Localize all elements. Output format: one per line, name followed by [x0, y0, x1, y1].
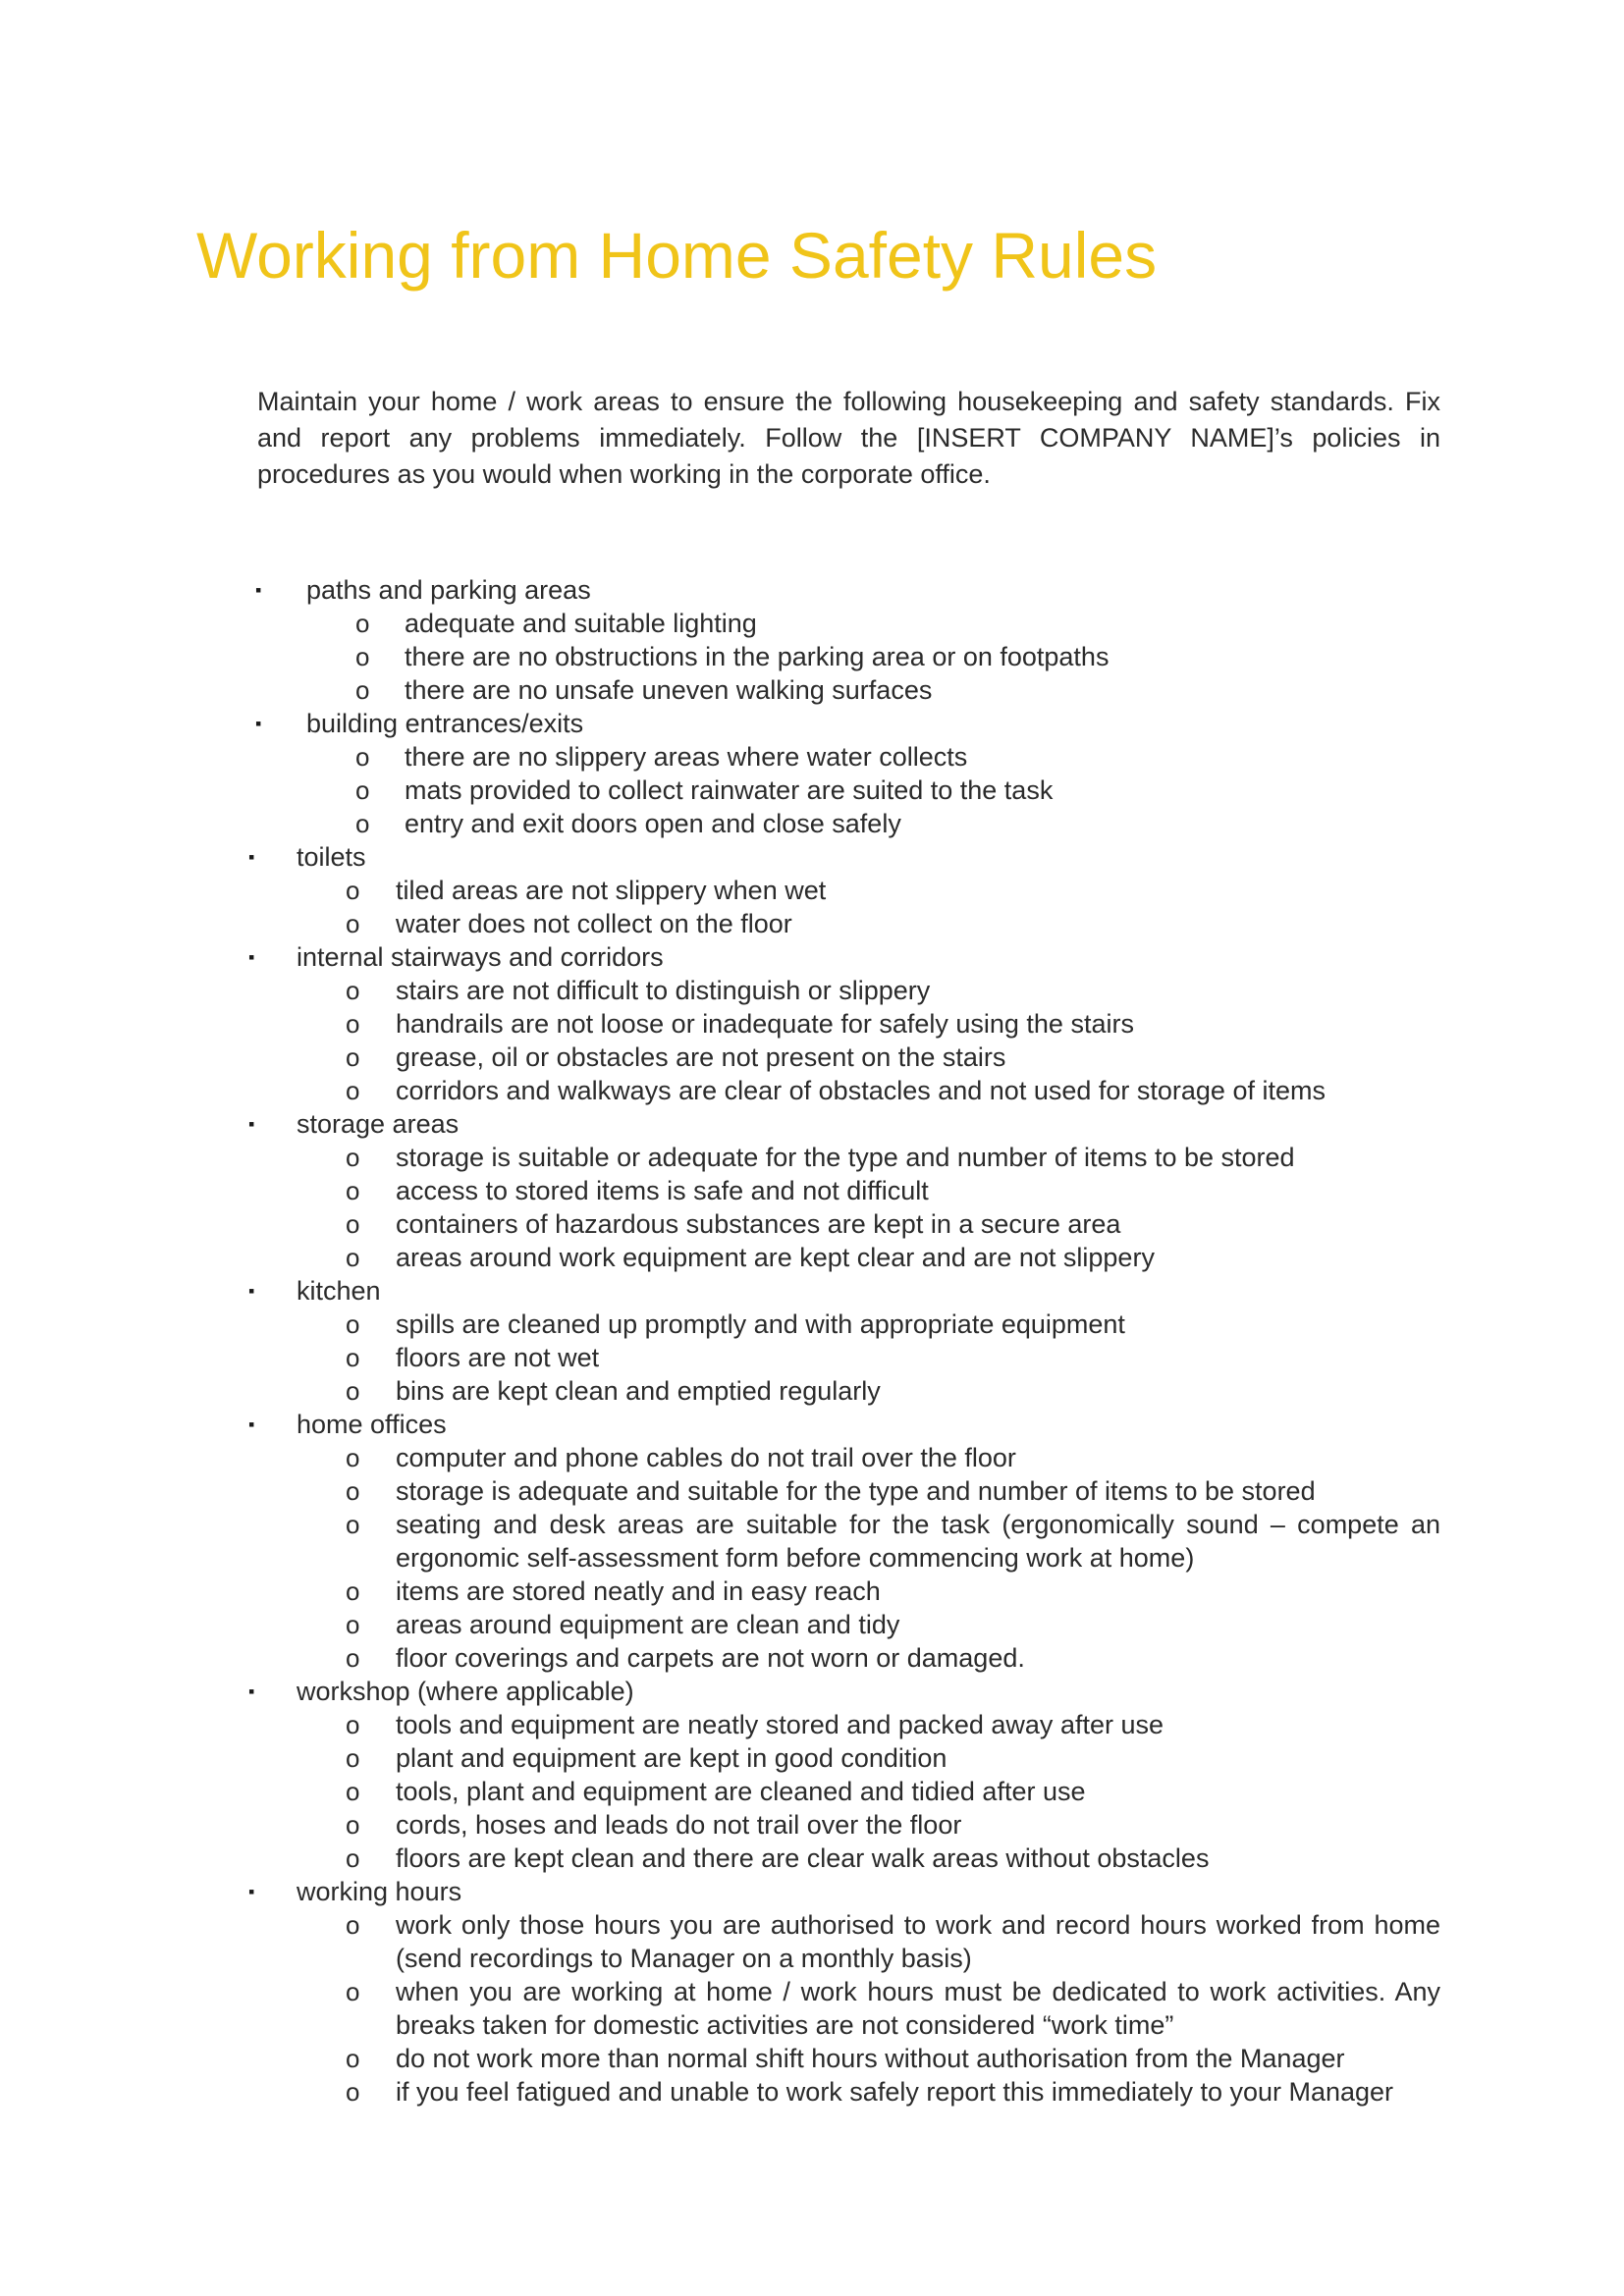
- list-item-text: work only those hours you are authorised to work and record hours worked from home (send recordings to Manager on a monthly basis): [396, 1910, 1440, 1973]
- circle-bullet-icon: o: [346, 1209, 360, 1239]
- category-internal-stairways-and-corridors: [0, 940, 1624, 1107]
- list-item-text: seating and desk areas are suitable for the task (ergonomically sound – compete an ergonomic self-assessment form before commencing work at home): [396, 1510, 1440, 1573]
- circle-bullet-icon: o: [346, 1343, 360, 1372]
- square-bullet-icon: ▪: [248, 1882, 255, 1901]
- list-item: [0, 1641, 1624, 1675]
- list-item-text: items are stored neatly and in easy reach: [396, 1576, 881, 1606]
- list-item-text: cords, hoses and leads do not trail over the floor: [396, 1810, 962, 1840]
- list-item-text: there are no slippery areas where water collects: [405, 742, 968, 772]
- list-item: [0, 1441, 1624, 1474]
- list-item: [0, 640, 1624, 673]
- category-items: [0, 974, 1624, 1107]
- category-label: home offices: [297, 1410, 447, 1439]
- circle-bullet-icon: o: [355, 609, 370, 638]
- list-item-text: floor coverings and carpets are not worn or damaged.: [396, 1643, 1025, 1673]
- list-item: [0, 1474, 1624, 1508]
- list-item-text: corridors and walkways are clear of obstacles and not used for storage of items: [396, 1076, 1326, 1105]
- category-label: working hours: [297, 1877, 462, 1906]
- category-label: workshop (where applicable): [297, 1677, 634, 1706]
- list-item-text: areas around equipment are clean and tidy: [396, 1610, 900, 1639]
- list-item-text: containers of hazardous substances are kept in a secure area: [396, 1209, 1121, 1239]
- list-item-text: spills are cleaned up promptly and with appropriate equipment: [396, 1309, 1125, 1339]
- list-item: [0, 1908, 1624, 1975]
- category-workshop-where-applicable: [0, 1675, 1624, 1875]
- category-working-hours: [0, 1875, 1624, 2109]
- category-heading: [0, 707, 1624, 740]
- list-item: [0, 1808, 1624, 1842]
- circle-bullet-icon: o: [346, 1743, 360, 1773]
- circle-bullet-icon: o: [355, 675, 370, 705]
- category-home-offices: [0, 1408, 1624, 1675]
- square-bullet-icon: ▪: [248, 1281, 255, 1301]
- list-item: [0, 807, 1624, 840]
- list-item-text: bins are kept clean and emptied regularly: [396, 1376, 881, 1406]
- circle-bullet-icon: o: [346, 1843, 360, 1873]
- square-bullet-icon: ▪: [248, 947, 255, 967]
- list-item: [0, 1975, 1624, 2042]
- list-item: [0, 1575, 1624, 1608]
- category-label: toilets: [297, 842, 366, 872]
- list-item: [0, 1207, 1624, 1241]
- list-item: [0, 1508, 1624, 1575]
- list-item-text: storage is suitable or adequate for the type and number of items to be stored: [396, 1143, 1295, 1172]
- list-item: [0, 1308, 1624, 1341]
- category-label: building entrances/exits: [306, 709, 584, 738]
- category-items: [0, 874, 1624, 940]
- category-heading: [0, 1675, 1624, 1708]
- list-item: [0, 974, 1624, 1007]
- list-item: [0, 1174, 1624, 1207]
- circle-bullet-icon: o: [346, 1309, 360, 1339]
- category-heading: [0, 1274, 1624, 1308]
- circle-bullet-icon: o: [346, 909, 360, 938]
- list-item-text: floors are kept clean and there are clear walk areas without obstacles: [396, 1843, 1210, 1873]
- circle-bullet-icon: o: [346, 1176, 360, 1205]
- category-heading: [0, 1107, 1624, 1141]
- list-item: [0, 1007, 1624, 1041]
- category-items: [0, 1308, 1624, 1408]
- category-items: [0, 1141, 1624, 1274]
- circle-bullet-icon: o: [346, 1977, 360, 2006]
- circle-bullet-icon: o: [346, 876, 360, 905]
- page-title: Working from Home Safety Rules: [196, 219, 1158, 292]
- square-bullet-icon: ▪: [255, 580, 262, 600]
- list-item: [0, 874, 1624, 907]
- category-heading: [0, 1408, 1624, 1441]
- list-item: [0, 2042, 1624, 2075]
- list-item: [0, 907, 1624, 940]
- list-item-text: if you feel fatigued and unable to work safely report this immediately to your Manager: [396, 2077, 1394, 2107]
- list-item-text: handrails are not loose or inadequate for safely using the stairs: [396, 1009, 1134, 1039]
- list-item-text: plant and equipment are kept in good condition: [396, 1743, 947, 1773]
- circle-bullet-icon: o: [346, 1476, 360, 1506]
- circle-bullet-icon: o: [346, 1443, 360, 1472]
- category-toilets: [0, 840, 1624, 940]
- circle-bullet-icon: o: [346, 976, 360, 1005]
- list-item-text: floors are not wet: [396, 1343, 600, 1372]
- category-label: kitchen: [297, 1276, 381, 1306]
- category-kitchen: [0, 1274, 1624, 1408]
- list-item-text: storage is adequate and suitable for the type and number of items to be stored: [396, 1476, 1316, 1506]
- list-item: [0, 1041, 1624, 1074]
- square-bullet-icon: ▪: [248, 1682, 255, 1701]
- list-item-text: grease, oil or obstacles are not present on the stairs: [396, 1042, 1006, 1072]
- circle-bullet-icon: o: [346, 1777, 360, 1806]
- circle-bullet-icon: o: [346, 1376, 360, 1406]
- list-item: [0, 607, 1624, 640]
- category-label: paths and parking areas: [306, 575, 591, 605]
- category-heading: [0, 940, 1624, 974]
- category-items: [0, 607, 1624, 707]
- category-heading: [0, 573, 1624, 607]
- list-item: [0, 1842, 1624, 1875]
- circle-bullet-icon: o: [346, 1042, 360, 1072]
- list-item: [0, 1074, 1624, 1107]
- circle-bullet-icon: o: [346, 1510, 360, 1539]
- circle-bullet-icon: o: [346, 1243, 360, 1272]
- circle-bullet-icon: o: [346, 1009, 360, 1039]
- list-item: [0, 1374, 1624, 1408]
- circle-bullet-icon: o: [346, 1910, 360, 1940]
- category-label: storage areas: [297, 1109, 460, 1139]
- intro-paragraph: Maintain your home / work areas to ensure the following housekeeping and safety standards. Fix and report any problems immediately. Follow the [INSERT COMPANY NAME]’s policies in procedures as you would when working in the corporate office.: [257, 387, 1440, 489]
- category-heading: [0, 840, 1624, 874]
- list-item: [0, 2075, 1624, 2109]
- list-item-text: mats provided to collect rainwater are suited to the task: [405, 775, 1054, 805]
- category-storage-areas: [0, 1107, 1624, 1274]
- list-item-text: stairs are not difficult to distinguish or slippery: [396, 976, 931, 1005]
- square-bullet-icon: ▪: [248, 1415, 255, 1434]
- list-item-text: entry and exit doors open and close safely: [405, 809, 901, 838]
- list-item-text: there are no unsafe uneven walking surfaces: [405, 675, 933, 705]
- circle-bullet-icon: o: [355, 775, 370, 805]
- circle-bullet-icon: o: [346, 2044, 360, 2073]
- circle-bullet-icon: o: [355, 742, 370, 772]
- circle-bullet-icon: o: [346, 1143, 360, 1172]
- list-item-text: do not work more than normal shift hours without authorisation from the Manager: [396, 2044, 1345, 2073]
- square-bullet-icon: ▪: [248, 847, 255, 867]
- list-item-text: tiled areas are not slippery when wet: [396, 876, 827, 905]
- circle-bullet-icon: o: [355, 642, 370, 671]
- circle-bullet-icon: o: [346, 1576, 360, 1606]
- category-items: [0, 1441, 1624, 1675]
- square-bullet-icon: ▪: [255, 714, 262, 733]
- circle-bullet-icon: o: [346, 2077, 360, 2107]
- list-item-text: areas around work equipment are kept clear and are not slippery: [396, 1243, 1155, 1272]
- category-building-entrances-exits: [0, 707, 1624, 840]
- list-item: [0, 1241, 1624, 1274]
- category-paths-and-parking-areas: [0, 573, 1624, 707]
- circle-bullet-icon: o: [355, 809, 370, 838]
- list-item-text: adequate and suitable lighting: [405, 609, 757, 638]
- list-item-text: when you are working at home / work hours must be dedicated to work activities. Any breaks taken for domestic activities are not considered “work time”: [396, 1977, 1440, 2040]
- circle-bullet-icon: o: [346, 1710, 360, 1739]
- list-item: [0, 1141, 1624, 1174]
- list-item: [0, 673, 1624, 707]
- safety-rules-list: [0, 573, 1624, 2109]
- category-items: [0, 1708, 1624, 1875]
- category-items: [0, 1908, 1624, 2109]
- list-item: [0, 774, 1624, 807]
- circle-bullet-icon: o: [346, 1810, 360, 1840]
- circle-bullet-icon: o: [346, 1643, 360, 1673]
- square-bullet-icon: ▪: [248, 1114, 255, 1134]
- list-item: [0, 1708, 1624, 1741]
- list-item-text: water does not collect on the floor: [396, 909, 792, 938]
- list-item: [0, 740, 1624, 774]
- circle-bullet-icon: o: [346, 1076, 360, 1105]
- list-item-text: tools and equipment are neatly stored and packed away after use: [396, 1710, 1164, 1739]
- category-heading: [0, 1875, 1624, 1908]
- list-item-text: access to stored items is safe and not difficult: [396, 1176, 929, 1205]
- category-items: [0, 740, 1624, 840]
- list-item: [0, 1775, 1624, 1808]
- list-item: [0, 1741, 1624, 1775]
- circle-bullet-icon: o: [346, 1610, 360, 1639]
- list-item: [0, 1608, 1624, 1641]
- list-item-text: computer and phone cables do not trail over the floor: [396, 1443, 1016, 1472]
- list-item-text: there are no obstructions in the parking area or on footpaths: [405, 642, 1110, 671]
- category-label: internal stairways and corridors: [297, 942, 664, 972]
- list-item: [0, 1341, 1624, 1374]
- list-item-text: tools, plant and equipment are cleaned and tidied after use: [396, 1777, 1086, 1806]
